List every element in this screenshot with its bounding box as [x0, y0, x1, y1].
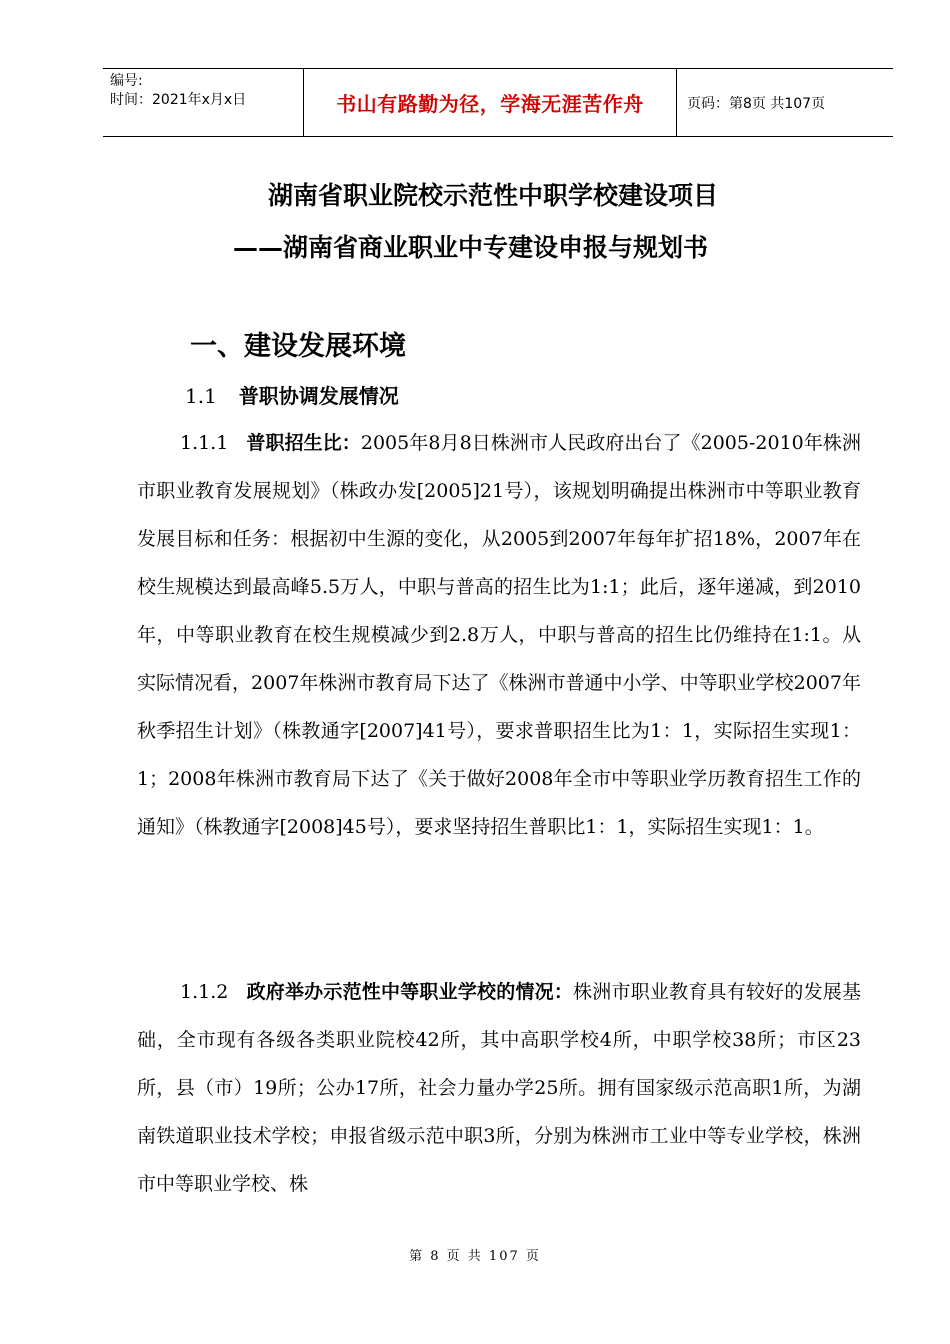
page-footer: 第 8 页 共 107 页 — [409, 1249, 541, 1264]
paragraph-text: 株洲市职业教育具有较好的发展基础，全市现有各级各类职业院校42所，其中高职学校4所，中职学校38所；市区23所，县（市）19所；公办17所，社会力量办学25所。拥有国家级示范高职1所，为湖南铁道职业技术学校；申报省级示范中职3所，分别为株洲市工业中等专业学校，株洲市中等职业学校、株 — [137, 981, 861, 1195]
section-heading: 一、建设发展环境 — [190, 331, 406, 362]
subsection-number: 1.1 — [185, 384, 217, 408]
header-number-label: 编号: — [110, 73, 143, 89]
header-meta — [103, 69, 304, 136]
paragraph-1-1-2 — [137, 968, 861, 1208]
paragraph-heading: 政府举办示范性中等职业学校的情况： — [246, 981, 574, 1003]
paragraph-1-1-1 — [137, 419, 861, 851]
document-title-line1: 湖南省职业院校示范性中职学校建设项目 — [268, 181, 719, 210]
header-page-info: 页码：第8页 共107页 — [687, 95, 826, 112]
document-title-line2: ——湖南省商业职业中专建设申报与规划书 — [233, 233, 709, 262]
paragraph-text: 2005年8月8日株洲市人民政府出台了《2005-2010年株洲市职业教育发展规划》（株政办发[2005]21号），该规划明确提出株洲市中等职业教育发展目标和任务：根据初中生源的变化，从2005到2007年每年扩招18%，2007年在校生规模达到最高峰5.5万人，中职与普高的招生比为1:1；此后，逐年递减，到2010年，中等职业教育在校生规模减少到2.8万人，中职与普高的招生比仍维持在1:1。从实际情况看，2007年株洲市教育局下达了《株洲市普通中小学、中等职业学校2007年秋季招生计划》（株教通字[2007]41号），要求普职招生比为1：1，实际招生实现1：1；2008年株洲市教育局下达了《关于做好2008年全市中等职业学历教育招生工作的通知》（株教通字[2008]45号），要求坚持招生普职比1：1，实际招生实现1：1。 — [137, 432, 861, 838]
paragraph-number: 1.1.2 — [180, 981, 229, 1003]
subsection-heading — [185, 380, 399, 409]
document-header — [103, 68, 893, 137]
header-time-label: 时间：2021年x月x日 — [110, 92, 247, 108]
subsection-title: 普职协调发展情况 — [238, 384, 399, 408]
paragraph-heading: 普职招生比： — [246, 432, 361, 454]
header-motto: 书山有路勤为径，学海无涯苦作舟 — [304, 69, 677, 136]
paragraph-number: 1.1.1 — [180, 432, 229, 454]
